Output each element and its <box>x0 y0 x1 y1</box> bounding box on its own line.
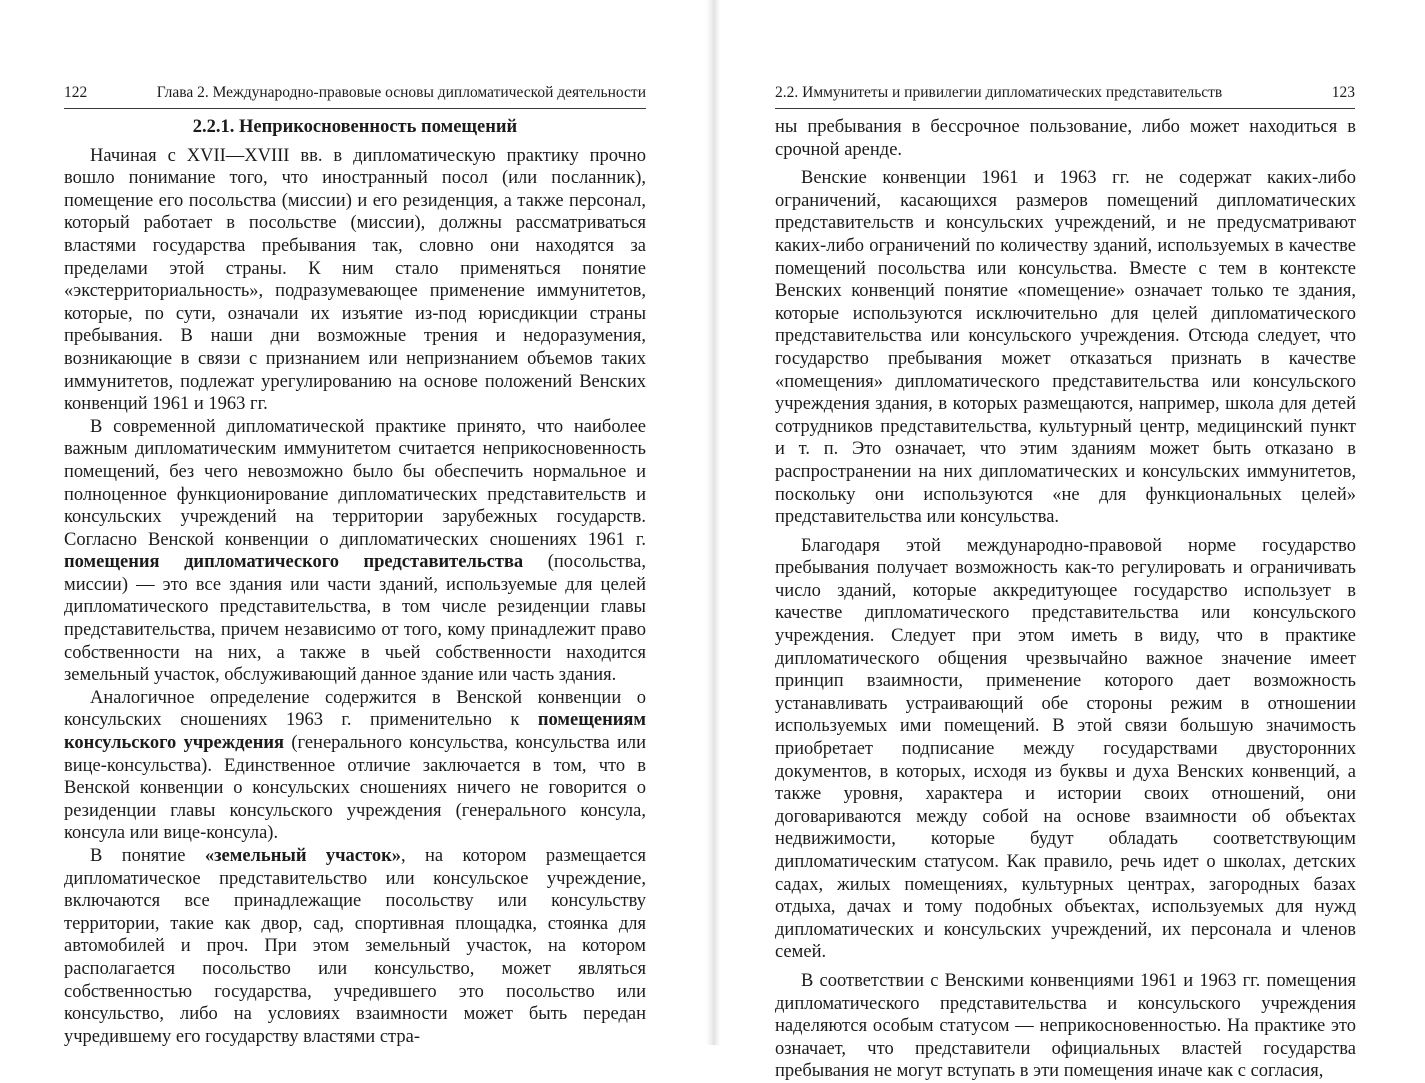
paragraph: Аналогичное определение содержится в Венской конвенции о консульских сношениях 1963 г. применительно к помещениям консульского учреждения (генерального консульства, консульства или вице-консульства). Единственное отличие заключается в том, что в Венской конвенции о консульских сношениях ничего не говорится о резиденции главы консульского учреждения (генерального консула, консула или вице-консула). <box>64 687 647 844</box>
right-page <box>720 0 1425 1082</box>
bold-term: помещениям консульского учреждения <box>64 710 647 754</box>
paragraph: В соответствии с Венскими конвенциями 1961 и 1963 гг. помещения дипломатического представительства и консульского учреждения наделяются особым статусом — неприкосновенностью. На практике это означает, что представители официальных властей государства пребывания не могут вступать в эти помещения иначе как с согласия, <box>775 970 1356 1082</box>
bold-term: «земельный участок» <box>204 846 401 866</box>
right-page-body <box>775 116 1356 1083</box>
paragraph: В современной дипломатической практике принято, что наиболее важным дипломатическим иммунитетом считается неприкосновенность помещений, без чего невозможно было бы обеспечить нормальное и полноценное функционирование дипломатических представительств и консульских учреждений на территории зарубежных государств. Согласно Венской конвенции о дипломатических сношениях 1961 г. помещения дипломатического представительства (посольства, миссии) — это все здания или части зданий, используемые для целей дипломатического представительства, в том числе резиденции главы представительства, причем независимо от того, кому принадлежит право собственности на них, а также в чьей собственности находится земельный участок, обслуживающий данное здание или часть здания. <box>64 416 647 686</box>
paragraph: Начиная с XVII—XVIII вв. в дипломатическую практику прочно вошло понимание того, что иностранный посол (или посланник), помещение его посольства (миссии) и его резиденция, а также персонал, который работает в посольстве (миссии), должны рассматриваться властями государства пребывания так, словно они находятся за пределами этой страны. К ним стало применяться понятие «экстерриториальность», подразумевающее применение иммунитетов, которые, по сути, означали их изъятие из-под юрисдикции страны пребывания. В наши дни возможные трения и недоразумения, возникающие в связи с признанием или непризнанием объемов таких иммунитетов, подлежат урегулированию на основе положений Венских конвенций 1961 и 1963 гг. <box>64 145 646 415</box>
left-page-number: 122 <box>64 84 88 101</box>
bold-term: помещения дипломатического представительства <box>64 552 524 573</box>
right-running-head <box>775 83 1355 109</box>
right-running-head-title: 2.2. Иммунитеты и привилегии дипломатических представительств <box>775 84 1223 101</box>
paragraph: Венские конвенции 1961 и 1963 гг. не содержат каких-либо ограничений, касающихся размеров помещений дипломатических представительств и консульских учреждений, и не предусматривают каких-либо ограничений по количеству зданий, используемых в качестве помещений посольства или консульства. Вместе с тем в контексте Венских конвенций понятие «помещение» означает только те здания, которые используются исключительно для целей дипломатического представительства или консульского учреждения. Отсюда следует, что государство пребывания может отказаться признать в качестве «помещения» дипломатического представительства или консульского учреждения здания, в которых размещаются, например, школа для детей сотрудников представительства, культурный центр, медицинский пункт и т. п. Это означает, что этим зданиям может быть отказано в распространении на них дипломатических и консульских иммунитетов, поскольку они используются «не для функциональных целей» представительства или консульства. <box>775 168 1356 528</box>
right-page-number: 123 <box>1331 84 1355 101</box>
section-title: 2.2.1. Неприкосновенность помещений <box>192 117 518 137</box>
left-running-head <box>64 83 646 109</box>
left-page-body <box>64 116 646 1048</box>
paragraph-continuation: ны пребывания в бессрочное пользование, либо может находиться в срочной аренде. <box>775 117 1356 160</box>
paragraph: В понятие «земельный участок», на котором размещается дипломатическое представительство или консульское учреждение, включаются все принадлежащие посольству или консульству территории, такие как двор, сад, спортивная площадка, стоянка для автомобилей и проч. При этом земельный участок, на котором располагается посольство или консульство, может являться собственностью государства, учредившего это посольство или консульство, либо на условиях взаимности может быть передан учредившему его государству властями стра- <box>64 846 646 1047</box>
book-gutter <box>706 0 720 1045</box>
left-page <box>0 0 706 1045</box>
paragraph: Благодаря этой международно-правовой норме государство пребывания получает возможность как-то регулировать и ограничивать число зданий, которые аккредитующее государство использует в качестве дипломатического представительства или консульского учреждения. Следует при этом иметь в виду, что в практике дипломатического общения чрезвычайно важное значение имеет принцип взаимности, применение которого дает возможность устанавливать устраивающий обе стороны режим в отношении используемых ими помещений. В этой связи большую значимость приобретает подписание между государствами двусторонних документов, в которых, исходя из буквы и духа Венских конвенций, а также уровня, характера и истории своих отношений, они договариваются между собой на основе взаимности об объектах недвижимости, которые будут обладать соответствующим дипломатическим статусом. Как правило, речь идет о школах, детских садах, жилых помещениях, культурных центрах, загородных базах отдыха, дачах и тому подобных объектах, используемых для нужд дипломатических и консульских учреждений, их персонала и членов семей. <box>775 535 1356 963</box>
left-running-head-title: Глава 2. Международно-правовые основы дипломатической деятельности <box>156 84 646 101</box>
